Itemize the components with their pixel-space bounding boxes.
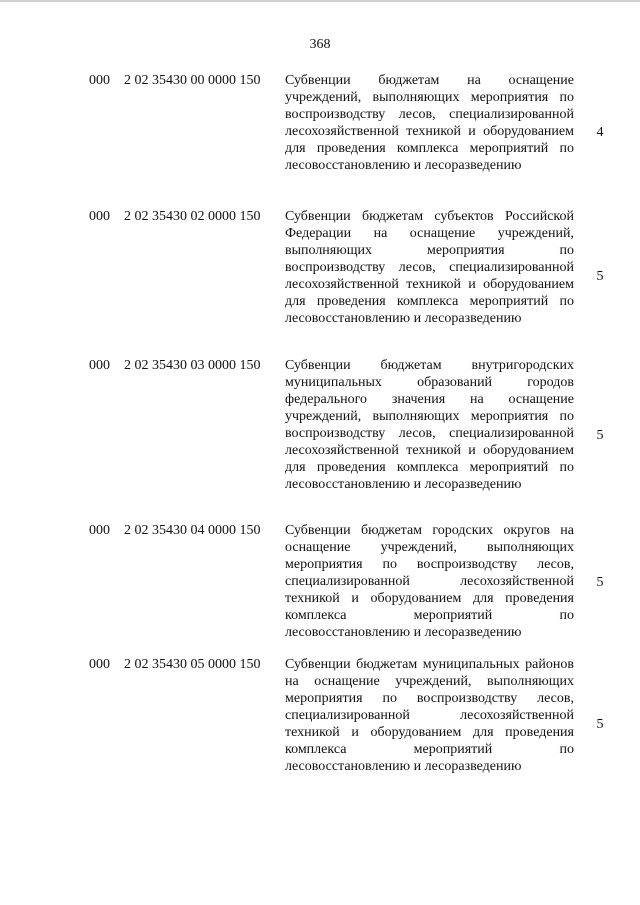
amount-value: 5: [596, 575, 604, 590]
admin-code: 000: [89, 73, 110, 88]
page-top-edge: [0, 0, 640, 2]
budget-classification-code: 2 02 35430 02 0000 150: [124, 209, 261, 224]
budget-classification-code: 2 02 35430 04 0000 150: [124, 523, 261, 538]
admin-code: 000: [89, 657, 110, 672]
budget-classification-code: 2 02 35430 03 0000 150: [124, 358, 261, 373]
amount-value: 4: [596, 125, 604, 140]
budget-classification-code: 2 02 35430 05 0000 150: [124, 657, 261, 672]
revenue-description: Субвенции бюджетам на оснащение учреждений, выполняющих мероприятия по воспроизводству лесов, специализированной лесохозяйственной техникой и оборудованием для проведения комплекса мероприятий по лесовосстановлению и лесоразведению: [285, 73, 574, 173]
admin-code: 000: [89, 523, 110, 538]
revenue-description: Субвенции бюджетам муниципальных районов на оснащение учреждений, выполняющих мероприятия по воспроизводству лесов, специализированной лесохозяйственной техникой и оборудованием для проведения комплекса мероприятий по лесовосстановлению и лесоразведению: [285, 657, 574, 774]
revenue-description: Субвенции бюджетам городских округов на оснащение учреждений, выполняющих мероприятия по воспроизводству лесов, специализированной лесохозяйственной техникой и оборудованием для проведения комплекса мероприятий по лесовосстановлению и лесоразведению: [285, 523, 574, 640]
revenue-description: Субвенции бюджетам субъектов Российской Федерации на оснащение учреждений, выполняющих мероприятия по воспроизводству лесов, специализированной лесохозяйственной техникой и оборудованием для проведения комплекса мероприятий по лесовосстановлению и лесоразведению: [285, 209, 574, 326]
budget-classification-code: 2 02 35430 00 0000 150: [124, 73, 261, 88]
amount-value: 5: [596, 428, 604, 443]
amount-value: 5: [596, 269, 604, 284]
admin-code: 000: [89, 358, 110, 373]
amount-value: 5: [596, 717, 604, 732]
revenue-description: Субвенции бюджетам внутригородских муниципальных образований городов федерального значения на оснащение учреждений, выполняющих мероприятия по воспроизводству лесов, специализированной лесохозяйственной техникой и оборудованием для проведения комплекса мероприятий по лесовосстановлению и лесоразведению: [285, 358, 574, 492]
page-number: 368: [309, 37, 331, 52]
admin-code: 000: [89, 209, 110, 224]
